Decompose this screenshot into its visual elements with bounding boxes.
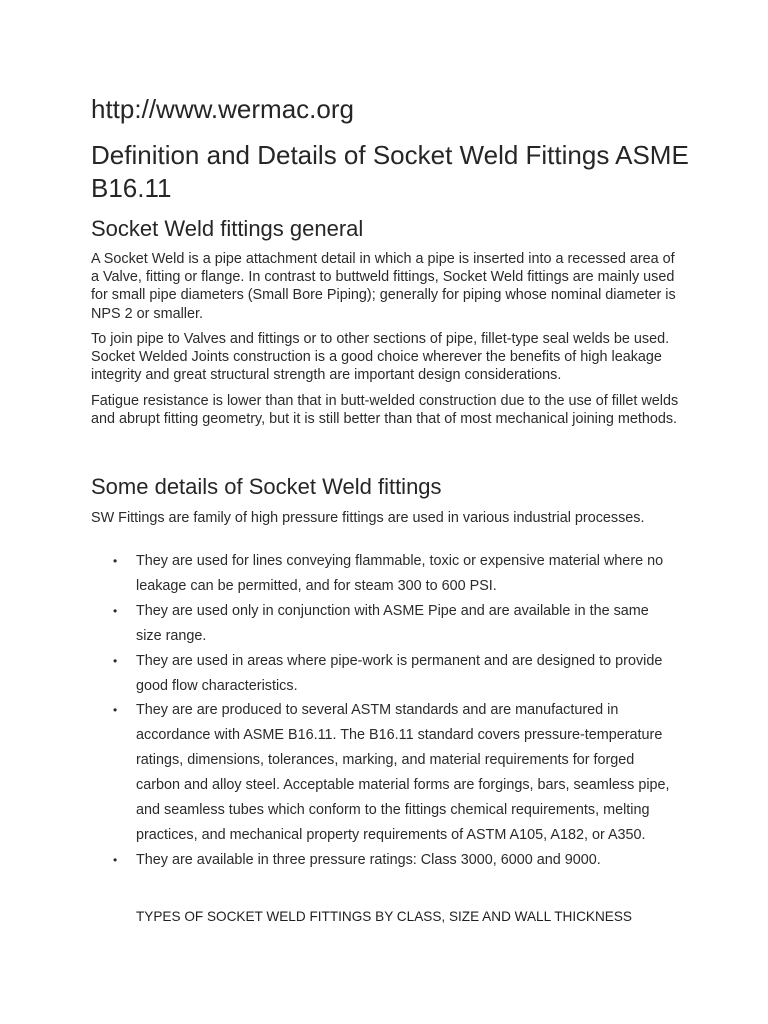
bullet-item bbox=[113, 599, 678, 649]
paragraph-joining: To join pipe to Valves and fittings or to other sections of pipe, fillet-type seal welds be used. Socket Welded Joints construction is a good choice wherever the benefits of high leakage integrity and great structural strength are important design considerations. bbox=[91, 331, 670, 384]
bullet-icon: • bbox=[113, 653, 118, 668]
document-title: Definition and Details of Socket Weld Fittings ASME B16.11 bbox=[91, 140, 689, 203]
bullet-icon: • bbox=[113, 852, 118, 867]
bullet-icon: • bbox=[113, 554, 118, 568]
bullet-text: They are used in areas where pipe-work is permanent and are designed to provide good flow characteristics. bbox=[136, 652, 663, 694]
bullet-icon: • bbox=[113, 603, 118, 618]
bullet-text: They are used only in conjunction with ASME Pipe and are available in the same size range. bbox=[136, 602, 649, 644]
bullet-item bbox=[113, 649, 678, 699]
bullet-text: They are are produced to several ASTM standards and are manufactured in accordance with ASME B16.11. The B16.11 standard covers pressure-temperature ratings, dimensions, tolerances, marking, and material requirements for forged carbon and alloy steel. Acceptable material forms are forgings, bars, seamless pipe, and seamless tubes which conform to the fittings chemical requirements, melting practices, and mechanical property requirements of ASTM A105, A182, or A350. bbox=[136, 702, 670, 843]
section-heading-details: Some details of Socket Weld fittings bbox=[91, 474, 442, 499]
paragraph-definition: A Socket Weld is a pipe attachment detail in which a pipe is inserted into a recessed area of a Valve, fitting or flange. In contrast to buttweld fittings, Socket Weld fittings are mainly used for small pipe diameters (Small Bore Piping); generally for piping whose nominal diameter is NPS 2 or smaller. bbox=[91, 251, 676, 322]
bullet-item bbox=[113, 549, 678, 599]
details-bullet-list bbox=[113, 549, 678, 873]
bullet-item bbox=[113, 848, 678, 873]
bullet-text: They are available in three pressure ratings: Class 3000, 6000 and 9000. bbox=[136, 851, 601, 868]
bullet-icon: • bbox=[113, 703, 118, 718]
section-heading-general: Socket Weld fittings general bbox=[91, 216, 364, 241]
source-url: http://www.wermac.org bbox=[91, 94, 354, 124]
paragraph-intro: SW Fittings are family of high pressure fittings are used in various industrial processes. bbox=[91, 510, 645, 526]
bullet-item bbox=[113, 698, 678, 847]
table-caption: TYPES OF SOCKET WELD FITTINGS BY CLASS, SIZE AND WALL THICKNESS bbox=[135, 909, 633, 924]
bullet-text: They are used for lines conveying flammable, toxic or expensive material where no leakage can be permitted, and for steam 300 to 600 PSI. bbox=[136, 553, 664, 594]
paragraph-fatigue: Fatigue resistance is lower than that in butt-welded construction due to the use of fillet welds and abrupt fitting geometry, but it is still better than that of most mechanical joining methods. bbox=[91, 393, 679, 428]
